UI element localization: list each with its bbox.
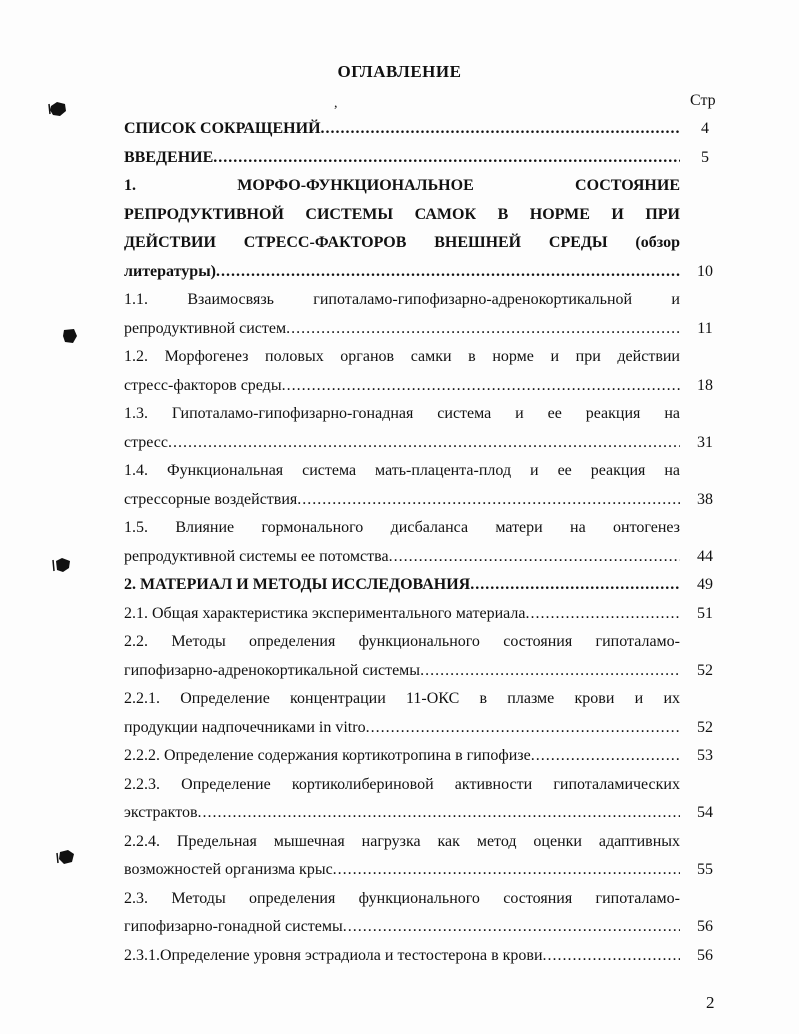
dot-leader bbox=[343, 913, 680, 942]
toc-entry-title: стрессорные воздействия bbox=[124, 490, 298, 508]
dot-leader bbox=[282, 372, 680, 401]
toc-entry-line: 1.4. Функциональная система мать-плацента-плод и ее реакция на bbox=[124, 462, 680, 479]
dot-leader bbox=[531, 742, 680, 771]
toc-page-number: 52 bbox=[697, 718, 713, 736]
toc-entry-title: 2.1. Общая характеристика экспериментального материала bbox=[124, 604, 526, 622]
toc-page-number: 49 bbox=[697, 576, 713, 593]
toc-entry-line: 2.3. Методы определения функционального состояния гипоталамо- bbox=[124, 889, 680, 907]
toc-page-number: 18 bbox=[697, 376, 713, 394]
toc-entry bbox=[124, 828, 680, 885]
toc-page-number: 56 bbox=[697, 918, 713, 935]
toc-entry-line: ДЕЙСТВИИ СТРЕСС-ФАКТОРОВ ВНЕШНЕЙ СРЕДЫ (обзор bbox=[124, 234, 680, 251]
toc-entry-last-line bbox=[124, 600, 680, 629]
toc-entry bbox=[124, 771, 680, 828]
toc-entry-title: продукции надпочечниками in vitro bbox=[124, 718, 366, 736]
dot-leader bbox=[216, 258, 680, 287]
toc-entry-line: 1.2. Морфогенез половых органов самки в норме и при действии bbox=[124, 348, 680, 365]
toc-entry bbox=[124, 742, 680, 771]
toc-entry-title: 2. МАТЕРИАЛ И МЕТОДЫ ИССЛЕДОВАНИЯ bbox=[124, 576, 471, 593]
dot-leader bbox=[543, 942, 680, 971]
dot-leader bbox=[333, 856, 680, 885]
toc-entry-title: 2.2.2. Определение содержания кортикотропина в гипофизе bbox=[124, 747, 531, 764]
toc-entry-line: 1.5. Влияние гормонального дисбаланса матери на онтогенез bbox=[124, 519, 680, 536]
punch-hole-icon bbox=[56, 848, 76, 866]
dot-leader bbox=[297, 486, 680, 515]
dot-leader bbox=[213, 144, 680, 173]
dot-leader bbox=[168, 429, 680, 458]
page-column-label: Стр bbox=[690, 92, 716, 109]
dot-leader bbox=[321, 115, 680, 144]
toc-entry bbox=[124, 172, 680, 286]
toc-entry-title: экстрактов bbox=[124, 804, 198, 821]
toc-page-number: 10 bbox=[697, 262, 713, 280]
dot-leader bbox=[366, 714, 680, 743]
toc-entry-title: репродуктивной систем bbox=[124, 319, 287, 337]
toc-entry bbox=[124, 600, 680, 629]
toc-entry-last-line bbox=[124, 315, 680, 344]
stray-mark: , bbox=[334, 96, 338, 111]
dot-leader bbox=[420, 657, 680, 686]
toc-entry bbox=[124, 685, 680, 742]
footer-page-number: 2 bbox=[706, 993, 715, 1012]
toc-entry bbox=[124, 115, 680, 144]
toc-page-number: 44 bbox=[697, 547, 713, 565]
toc-entry-last-line bbox=[124, 258, 680, 287]
toc-entry-line: 2.2.4. Предельная мышечная нагрузка как метод оценки адаптивных bbox=[124, 832, 680, 850]
toc-entry-title: репродуктивной системы ее потомства bbox=[124, 547, 389, 565]
toc-entry bbox=[124, 628, 680, 685]
toc-entry-title: возможностей организма крыс bbox=[124, 861, 333, 878]
toc-entry-title: литературы) bbox=[124, 262, 217, 280]
toc-page-number: 51 bbox=[697, 604, 713, 622]
punch-hole-icon bbox=[52, 556, 72, 574]
toc-entry-last-line bbox=[124, 486, 680, 515]
toc-entry-last-line bbox=[124, 942, 680, 971]
dot-leader bbox=[389, 543, 680, 572]
toc-page-number: 38 bbox=[697, 490, 713, 508]
toc-entry-title: гипофизарно-гонадной системы bbox=[124, 918, 343, 935]
toc-page-number: 53 bbox=[697, 747, 713, 764]
toc-entry bbox=[124, 400, 680, 457]
toc-entry-last-line bbox=[124, 144, 680, 173]
toc-page-number: 56 bbox=[697, 946, 713, 964]
toc-entry-last-line bbox=[124, 429, 680, 458]
toc-entry-last-line bbox=[124, 714, 680, 743]
toc-page-number: 52 bbox=[697, 661, 713, 679]
toc-entry-title: ВВЕДЕНИЕ bbox=[124, 148, 214, 166]
toc-entry bbox=[124, 286, 680, 343]
toc-entry bbox=[124, 144, 680, 173]
dot-leader bbox=[525, 600, 680, 629]
dot-leader bbox=[286, 315, 680, 344]
toc-entry-line: 2.2.3. Определение кортиколибериновой активности гипоталамических bbox=[124, 775, 680, 793]
toc-entry-last-line bbox=[124, 372, 680, 401]
punch-hole-icon bbox=[60, 327, 80, 345]
toc-entry-last-line bbox=[124, 799, 680, 828]
toc-entry bbox=[124, 343, 680, 400]
toc-entry-line: 2.2. Методы определения функционального состояния гипоталамо- bbox=[124, 633, 680, 650]
toc-entry bbox=[124, 942, 680, 971]
toc-page-number: 31 bbox=[697, 433, 713, 451]
toc-entry-title: стресс bbox=[124, 433, 168, 451]
toc-entry-last-line bbox=[124, 742, 680, 771]
toc-entry-title: стресс-факторов среды bbox=[124, 376, 282, 394]
toc-page-number: 4 bbox=[701, 120, 709, 137]
dot-leader bbox=[470, 571, 680, 600]
toc-entry-last-line bbox=[124, 571, 680, 600]
toc-entry-last-line bbox=[124, 657, 680, 686]
toc-entry-last-line bbox=[124, 856, 680, 885]
toc-page-number: 55 bbox=[697, 861, 713, 878]
dot-leader bbox=[198, 799, 680, 828]
toc-entry-line: РЕПРОДУКТИВНОЙ СИСТЕМЫ САМОК В НОРМЕ И ПРИ bbox=[124, 205, 680, 223]
toc-entry bbox=[124, 514, 680, 571]
toc-entry bbox=[124, 457, 680, 514]
toc-entry bbox=[124, 885, 680, 942]
toc-entry-last-line bbox=[124, 543, 680, 572]
toc-entry-line: 2.2.1. Определение концентрации 11-ОКС в плазме крови и их bbox=[124, 690, 680, 707]
toc-entry-last-line bbox=[124, 913, 680, 942]
toc-entry-line: 1.3. Гипоталамо-гипофизарно-гонадная система и ее реакция на bbox=[124, 405, 680, 422]
toc-page-number: 11 bbox=[697, 319, 713, 337]
page-title: ОГЛАВЛЕНИЕ bbox=[337, 62, 462, 81]
toc-entry-title: 2.3.1.Определение уровня эстрадиола и тестостерона в крови bbox=[124, 946, 543, 964]
toc-entry-last-line bbox=[124, 115, 680, 144]
toc-entry-title: СПИСОК СОКРАЩЕНИЙ bbox=[124, 120, 321, 137]
toc-entry-line: 1.1. Взаимосвязь гипоталамо-гипофизарно-адренокортикальной и bbox=[124, 291, 680, 308]
toc-entry-title: гипофизарно-адренокортикальной системы bbox=[124, 661, 421, 679]
toc-entry-line: 1. МОРФО-ФУНКЦИОНАЛЬНОЕ СОСТОЯНИЕ bbox=[124, 177, 680, 194]
punch-hole-icon bbox=[48, 100, 68, 118]
toc-page-number: 54 bbox=[697, 804, 713, 821]
toc-page-number: 5 bbox=[701, 148, 709, 166]
toc-entry bbox=[124, 571, 680, 600]
